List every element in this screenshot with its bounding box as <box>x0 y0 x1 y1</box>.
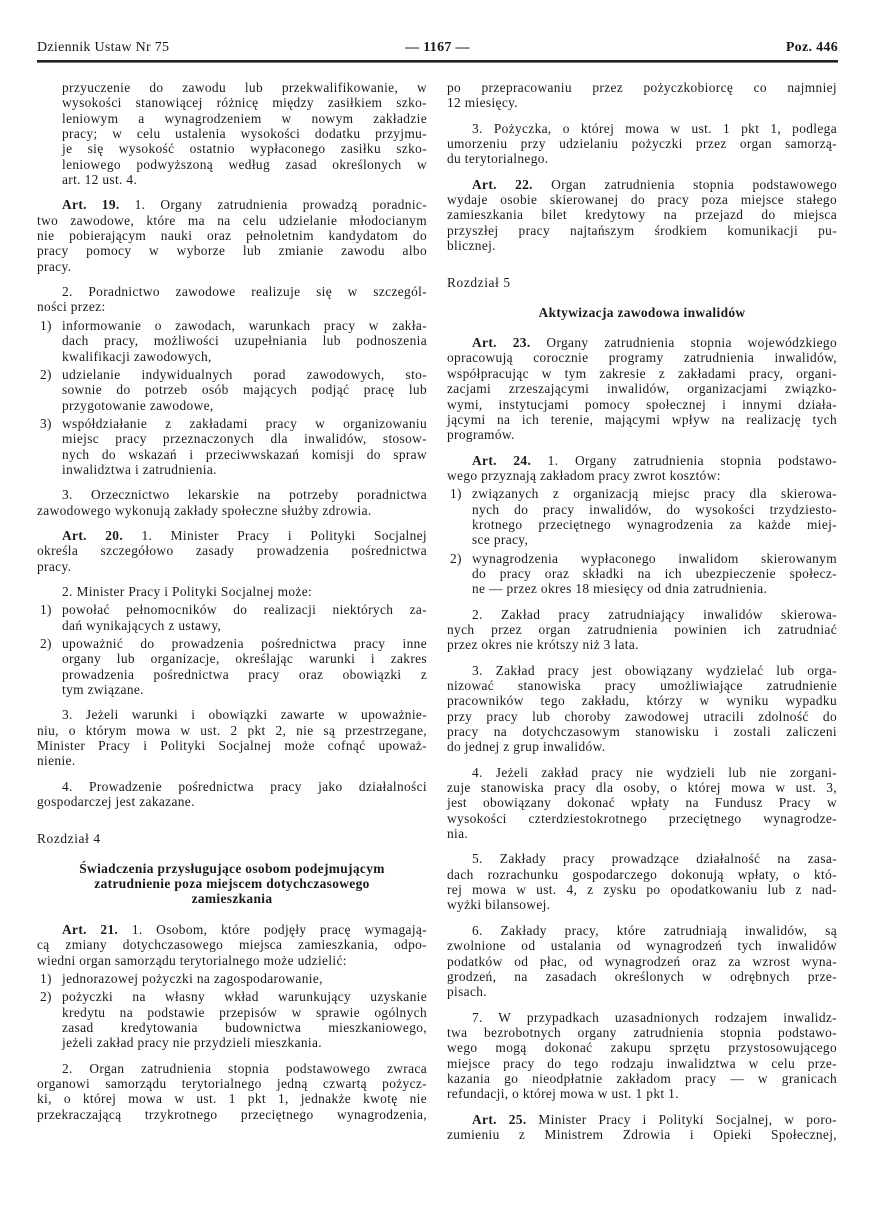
text-line: programów. <box>447 427 515 443</box>
article <box>447 177 837 254</box>
article-text: Organy zatrudnienia stopnia wojewódzkiego <box>546 335 837 351</box>
text-line: informowanie o zawodach, warunkach pracy w zakła- <box>62 317 427 333</box>
article <box>447 1112 837 1143</box>
text-line: przygotowanie zawodowe, <box>62 397 214 413</box>
paragraph <box>37 584 427 599</box>
header-rule <box>37 60 838 63</box>
text-line: ki, o której mowa w ust. 1 pkt 1, jednakże kwotę nie <box>37 1091 427 1107</box>
text-line: 12 miesięcy. <box>447 95 519 111</box>
text-line: zatrudnienie poza miejscem dotychczasowego <box>94 876 370 892</box>
text-line: niu, o którym mowa w ust. 2 pkt 2, nie są przestrzegane, <box>37 722 427 738</box>
list-item-number: 2) <box>40 636 52 651</box>
text-line: zasad kredytowania budownictwa mieszkaniowego, <box>62 1019 427 1035</box>
list-item <box>447 551 837 597</box>
list-item-number: 1) <box>450 486 462 502</box>
list-item <box>37 989 427 1050</box>
text-line: wysokości czterdziestokrotnego przeciętnego wynagrodze- <box>447 810 837 826</box>
list-item-number: 2) <box>40 366 52 382</box>
text-line: je się wysokość ostatnio wypłaconego zasiłku szko- <box>62 141 427 157</box>
text-line: przekraczającą trzykrotnego przeciętnego wynagrodzenia, <box>37 1106 427 1122</box>
text-line: leniowym a wynagrodzeniem w nowym zakładzie <box>62 110 427 126</box>
paragraph <box>37 284 427 315</box>
text-line: kazania go nieodpłatnie zakładom pracy — w granicach <box>447 1070 837 1086</box>
text-line: nych do wskazań i przeciwwskazań komisji do spraw <box>62 446 427 462</box>
article-text: 1. Organy zatrudnienia stopnia podstawo- <box>547 452 837 468</box>
paragraph <box>37 779 427 810</box>
text-line: tym związane. <box>62 682 144 698</box>
paragraph <box>447 923 837 1000</box>
text-line: 4. Prowadzenie pośrednictwa pracy jako działalności <box>62 778 427 794</box>
text-line <box>37 197 427 212</box>
list-item <box>447 486 837 547</box>
text-line: 3. Zakład pracy jest obowiązany wydzielać lub orga- <box>472 662 837 678</box>
text-line: zumieniu z Ministrem Zdrowia i Opieki Społecznej, <box>447 1126 837 1142</box>
text-line: pracy na dotychczasowym stanowisku i zostali zaliczeni <box>447 724 837 740</box>
text-line: nych do pracy inwalidów, do wysokości trzydziesto- <box>472 501 837 517</box>
text-line: 2. Poradnictwo zawodowe realizuje się w szczegól- <box>62 284 427 300</box>
text-line: jest obowiązany dokonać wpłaty na Fundusz Pracy w <box>447 795 837 811</box>
left-column <box>37 80 427 1122</box>
article-number: Art. 22. <box>472 176 533 192</box>
paragraph <box>447 607 837 653</box>
text-line: kwalifikacji zawodowych, <box>62 348 212 364</box>
article <box>37 528 427 574</box>
text-line: pracy pomocy w wyborze lub zmianie zawodu albo <box>37 243 427 259</box>
text-line <box>447 177 837 192</box>
page-header <box>37 40 838 60</box>
paragraph <box>37 487 427 518</box>
text-line: art. 12 ust. 4. <box>62 172 138 188</box>
text-line: Świadczenia przysługujące osobom podejmującym <box>79 860 385 876</box>
chapter-heading <box>447 275 837 290</box>
text-line: sownie do potrzeb osób mających podjąć pracę lub <box>62 382 427 398</box>
chapter-heading <box>37 831 427 846</box>
text-line: 5. Zakłady pracy prowadzące działalność na zasa- <box>472 851 837 867</box>
text-line: 3. Orzecznictwo lekarskie na potrzeby poradnictwa <box>62 487 427 503</box>
text-line: sce pracy, <box>472 532 529 548</box>
text-line: podatków od płac, od wynagrodzeń oraz za wzrost wyna- <box>447 953 837 969</box>
text-line <box>447 1112 837 1127</box>
article-text: 1. Osobom, które podjęły pracę wymagają- <box>131 921 427 937</box>
text-line: dach rozrachunku gospodarczego dokonują wpłaty, o któ- <box>447 866 837 882</box>
text-line: po przepracowaniu przez pożyczkobiorcę co najmniej <box>447 80 837 95</box>
text-line: dach pracy, możliwości uzupełniania lub podnoszenia <box>62 333 427 349</box>
text-line: wego przyznają zakładom pracy zwrot kosztów: <box>447 467 721 483</box>
text-line: pisach. <box>447 984 488 1000</box>
text-line: współpracując w tym zakresie z zakładami pracy, organi- <box>447 365 837 381</box>
text-line: jednorazowej pożyczki na zagospodarowanie, <box>62 970 323 986</box>
article-text: Minister Pracy i Polityki Socjalnej, w poro- <box>538 1111 837 1127</box>
text-line: określa szczegółowo zasady prowadzenia pośrednictwa <box>37 543 427 559</box>
text-line: nizować stanowiska pracy umożliwiające zatrudnienie <box>447 678 837 693</box>
article <box>37 922 427 968</box>
text-line: pracy; w celu ustalenia wysokości dodatku przyjmu- <box>62 126 427 142</box>
list-item <box>37 318 427 364</box>
text-line: do jednej z grup inwalidów. <box>447 739 606 755</box>
text-line: jeżeli zakład pracy nie przydzieli mieszkania. <box>62 1035 322 1051</box>
text-line: nienie. <box>37 753 76 769</box>
text-line: du terytorialnego. <box>447 151 549 167</box>
list-item <box>37 367 427 413</box>
paragraph <box>447 851 837 912</box>
text-line: grodzeń, na zasadach określonych w odrębnych prze- <box>447 968 837 984</box>
article-number: Art. 20. <box>62 527 124 543</box>
text-line: powołać pełnomocników do realizacji niektórych za- <box>62 602 427 618</box>
article-number: Art. 24. <box>472 452 532 468</box>
list-item-number: 2) <box>450 550 462 566</box>
list-item <box>37 971 427 986</box>
text-line: refundacji, o której mowa w ust. 1 pkt 1. <box>447 1086 679 1102</box>
position-number: Poz. 446 <box>785 40 838 55</box>
text-line: upoważnić do prowadzenia pośrednictwa pracy inne <box>62 636 427 651</box>
text-line: zawodowego wykonują zakłady społeczne służby zdrowia. <box>37 502 372 518</box>
text-line: pracy. <box>37 558 72 574</box>
text-line: nych przez organ zatrudnienia powinien ich zatrudniać <box>447 621 837 637</box>
article-number: Art. 21. <box>62 921 119 937</box>
text-line: twa bezrobotnych organy zatrudnienia stopnia podstawo- <box>447 1024 837 1040</box>
text-line <box>37 922 427 937</box>
text-line: two zawodowe, które ma na celu udzielanie młodocianym <box>37 212 427 228</box>
text-line: 6. Zakłady pracy, które zatrudniają inwalidów, są <box>472 922 837 938</box>
text-line: wydaje osobie skierowanej do pracy poza miejsce stałego <box>447 192 837 208</box>
text-line: leniowego podwyższoną według zasad określonych w <box>62 156 427 172</box>
text-line: cą zmiany dotychczasowego miejsca zamieszkania, odpo- <box>37 937 427 953</box>
text-line: przyuczenie do zawodu lub przekwalifikowanie, w <box>62 80 427 95</box>
text-line: 7. W przypadkach uzasadnionych rodzajem inwalidz- <box>472 1009 837 1025</box>
text-line <box>447 335 837 350</box>
text-line: organy lub organizacje, określając warunki i zakres <box>62 651 427 667</box>
text-line: prowadzenia pośrednictwa pracy oraz obowiązki z <box>62 666 427 682</box>
article <box>447 335 837 442</box>
paragraph <box>447 663 837 755</box>
chapter-title <box>447 305 837 320</box>
text-line: pracowników tego zakładu, którzy w wyniku wypadku <box>447 693 837 709</box>
paragraph-continuation <box>37 80 427 187</box>
text-line: zacjami zrzeszającymi inwalidów, organizacjami związko- <box>447 381 837 397</box>
list-item <box>37 416 427 477</box>
text-line: zwolnione od ustalania od wynagrodzeń tych inwalidów <box>447 938 837 954</box>
article <box>37 197 427 274</box>
text-line: opracowują corocznie programy zatrudnienia inwalidów, <box>447 350 837 366</box>
article <box>447 453 837 484</box>
text-line: wysokości stanowiącej różnicę między zasiłkiem szko- <box>62 95 427 111</box>
text-line: wyżki bilansowej. <box>447 897 551 913</box>
text-line: przy pracy lub choroby zawodowej utracili zdolność do <box>447 708 837 724</box>
text-line: gospodarczej jest zakazane. <box>37 794 195 810</box>
paragraph <box>37 707 427 768</box>
text-line: zamieszkania <box>191 891 273 907</box>
article-number: Art. 23. <box>472 335 531 351</box>
text-line: ności przez: <box>37 299 106 315</box>
text-line: Minister Pracy i Polityki Socjalnej może cofnąć upoważ- <box>37 738 427 754</box>
text-line: 2. Organ zatrudnienia stopnia podstawowego zwraca <box>62 1060 427 1076</box>
text-line: kredytu na podstawie przepisów w sprawie ogólnych <box>62 1004 427 1020</box>
list-item-number: 1) <box>40 970 52 986</box>
text-line <box>37 528 427 543</box>
article-text: 1. Organy zatrudnienia prowadzą poradnic- <box>134 197 428 213</box>
text-line: Rozdział 4 <box>37 831 101 847</box>
text-line: miejsc pracy przeznaczonych dla inwalidów, stosow- <box>62 431 427 447</box>
text-line: przyszłej pracy najtańszym środkiem komunikacji pu- <box>447 222 837 238</box>
text-line: 2. Zakład pracy zatrudniający inwalidów skierowa- <box>472 606 837 622</box>
list-item-number: 1) <box>40 602 52 618</box>
text-line: wymi, instytucjami pomocy społecznej i innymi działa- <box>447 396 837 412</box>
text-line: pożyczki na własny wkład warunkujący uzyskanie <box>62 989 427 1005</box>
text-line: nia. <box>447 826 469 842</box>
text-line: zuje stanowiska pracy dla osoby, o której mowa w ust. 3, <box>447 780 837 796</box>
text-line: wego mogą dokonać zakupu sprzętu przystosowującego <box>447 1040 837 1056</box>
paragraph <box>447 121 837 167</box>
list-item-number: 3) <box>40 415 52 431</box>
text-line: Rozdział 5 <box>447 275 511 291</box>
paragraph <box>37 1061 427 1122</box>
text-line: miejsce pracy do tego rodzaju inwalidztwa w celu prze- <box>447 1055 837 1071</box>
text-line: 3. Jeżeli warunki i obowiązki zawarte w upoważnie- <box>62 707 427 723</box>
text-line: organowi samorządu terytorialnego jedną czwartą pożycz- <box>37 1075 427 1091</box>
text-line: dań wynikających z ustawy, <box>62 617 222 633</box>
text-line: rej mowa w ust. 4, z zysku po opodatkowaniu lub z nad- <box>447 882 837 898</box>
text-line: zamieszkania bilet kredytowy na przejazd do miejsca <box>447 207 837 223</box>
right-column <box>447 80 837 1142</box>
text-line: pracy. <box>37 258 72 274</box>
text-line: do pracy oraz składki na ich ubezpieczenie społecz- <box>472 565 837 581</box>
text-line: ne — przez okres 18 miesięcy od dnia zatrudnienia. <box>472 581 768 597</box>
list-item <box>37 636 427 697</box>
text-line: krotnego przeciętnego wynagrodzenia za każde miej- <box>472 516 837 532</box>
text-line: umorzeniu przy udzielaniu pożyczki przez organ samorzą- <box>447 136 837 152</box>
text-line: jącymi na ich terenie, mającymi wpływ na realizację tych <box>447 411 837 427</box>
text-line: współdziałanie z zakładami pracy w organizowaniu <box>62 415 427 431</box>
page-number: — 1167 — <box>405 40 470 55</box>
paragraph <box>447 1010 837 1102</box>
text-line: nie pobierającym nauki oraz pełnoletnim kandydatom do <box>37 228 427 244</box>
chapter-title <box>37 861 427 907</box>
text-line: 3. Pożyczka, o której mowa w ust. 1 pkt 1, podlega <box>472 120 837 136</box>
text-line: 2. Minister Pracy i Polityki Socjalnej może: <box>62 583 313 599</box>
article-text: Organ zatrudnienia stopnia podstawowego <box>551 176 837 192</box>
article-number: Art. 19. <box>62 197 120 213</box>
text-line: wiedni organ samorządu terytorialnego może udzielić: <box>37 952 347 968</box>
text-line <box>447 453 837 468</box>
article-number: Art. 25. <box>472 1111 527 1127</box>
list-item-number: 1) <box>40 317 52 333</box>
text-line: przez okres nie krótszy niż 3 lata. <box>447 637 639 653</box>
text-line: 4. Jeżeli zakład pracy nie wydzieli lub nie zorgani- <box>472 764 837 780</box>
text-line: związanych z organizacją miejsc pracy dla skierowa- <box>472 486 837 502</box>
paragraph <box>447 765 837 842</box>
paragraph-continuation <box>447 80 837 111</box>
list-item-number: 2) <box>40 989 52 1005</box>
text-line: blicznej. <box>447 238 496 254</box>
article-text: 1. Minister Pracy i Polityki Socjalnej <box>141 527 427 543</box>
text-line: wynagrodzenia wypłaconego inwalidom skierowanym <box>472 550 837 566</box>
journal-title: Dziennik Ustaw Nr 75 <box>37 40 170 55</box>
text-line: udzielanie indywidualnych porad zawodowych, sto- <box>62 366 427 382</box>
text-line: Aktywizacja zawodowa inwalidów <box>538 304 746 320</box>
list-item <box>37 602 427 633</box>
text-line: inwalidztwa i zatrudnienia. <box>62 461 217 477</box>
